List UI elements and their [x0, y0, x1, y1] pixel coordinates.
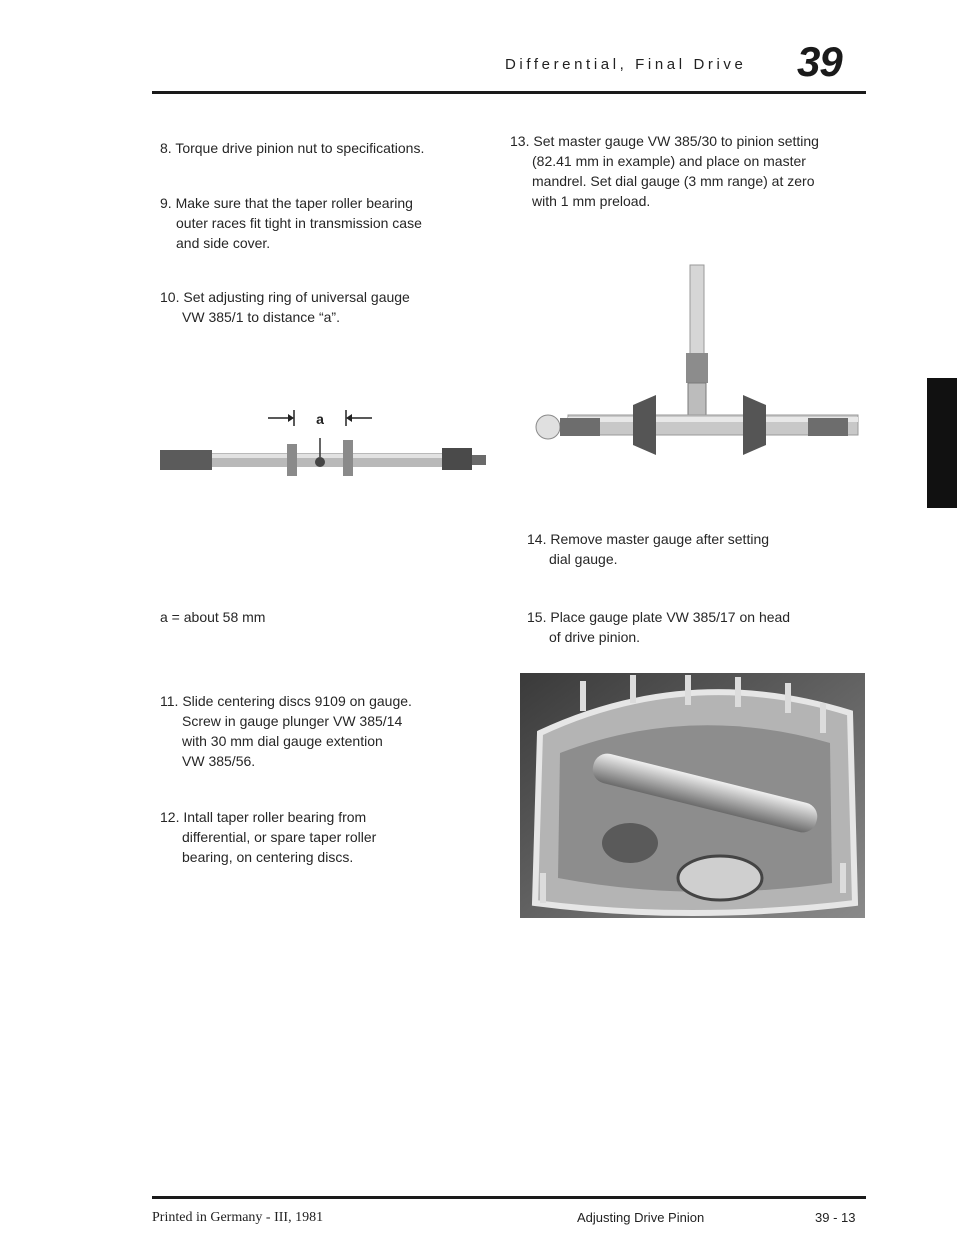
step-10-line-2: VW 385/1 to distance “a”.: [182, 309, 340, 325]
dial-gauge-body: [686, 353, 708, 383]
step-11-line-1: 11. Slide centering discs 9109 on gauge.: [160, 693, 412, 709]
step-9-line-1: 9. Make sure that the taper roller bearing: [160, 195, 413, 211]
step-15-line-1: 15. Place gauge plate VW 385/17 on head: [527, 609, 791, 625]
step-15: [527, 607, 857, 647]
section-title: Differential, Final Drive: [505, 56, 747, 73]
bearing-bore: [678, 856, 762, 900]
step-11-line-4: VW 385/56.: [182, 753, 256, 769]
step-12-line-1: 12. Intall taper roller bearing from: [160, 809, 367, 825]
dimension-arrowhead-left: [288, 414, 294, 422]
bearing-left: [633, 395, 656, 455]
step-13-line-4: with 1 mm preload.: [532, 193, 651, 209]
dial-gauge-stem: [690, 265, 704, 355]
figure-label-a: a: [316, 411, 324, 427]
transmission-case-photo: [520, 673, 865, 918]
gauge-plunger: [315, 457, 325, 467]
master-gauge-figure: [528, 255, 868, 470]
figure-caption: a = about 58 mm: [160, 609, 266, 625]
chapter-thumb-tab: [927, 378, 957, 508]
shaft-left-end: [160, 450, 212, 470]
step-12-line-2: differential, or spare taper roller: [182, 829, 377, 845]
footer-section: Adjusting Drive Pinion: [577, 1210, 705, 1225]
adjusting-ring-left: [287, 444, 297, 476]
footer-printed: Printed in Germany - III, 1981: [152, 1210, 324, 1225]
step-14: [527, 529, 857, 569]
step-12-line-3: bearing, on centering discs.: [182, 849, 354, 865]
mandrel-handle: [536, 415, 560, 439]
step-15-line-2: of drive pinion.: [549, 629, 641, 645]
dimension-arrowhead-right: [346, 414, 352, 422]
bearing-right: [743, 395, 766, 455]
footer-page-number: 39 - 13: [815, 1210, 856, 1225]
step-13-line-1: 13. Set master gauge VW 385/30 to pinion setting: [510, 133, 819, 149]
adjusting-ring-right: [343, 440, 353, 476]
step-14-line-2: dial gauge.: [549, 551, 618, 567]
header-rule: [152, 91, 866, 94]
drive-pinion: [602, 823, 658, 863]
step-8: 8. Torque drive pinion nut to specifications.: [160, 140, 425, 156]
step-11-line-3: with 30 mm dial gauge extention: [182, 733, 383, 749]
step-13: [510, 131, 860, 211]
step-9-line-2: outer races fit tight in transmission case: [176, 215, 422, 231]
shaft-right-end: [442, 448, 472, 470]
step-12: [160, 807, 490, 867]
step-9: [160, 193, 490, 253]
chapter-number: 39: [797, 38, 842, 85]
step-10-line-1: 10. Set adjusting ring of universal gauge: [160, 289, 410, 305]
step-13-line-2: (82.41 mm in example) and place on master: [532, 153, 806, 169]
footer-rule: [152, 1196, 866, 1199]
step-11: [160, 691, 490, 771]
step-13-line-3: mandrel. Set dial gauge (3 mm range) at zero: [532, 173, 815, 189]
step-9-line-3: and side cover.: [176, 235, 271, 251]
step-11-line-2: Screw in gauge plunger VW 385/14: [182, 713, 403, 729]
step-10: [160, 287, 490, 327]
universal-gauge-figure: [160, 400, 490, 480]
step-14-line-1: 14. Remove master gauge after setting: [527, 531, 770, 547]
